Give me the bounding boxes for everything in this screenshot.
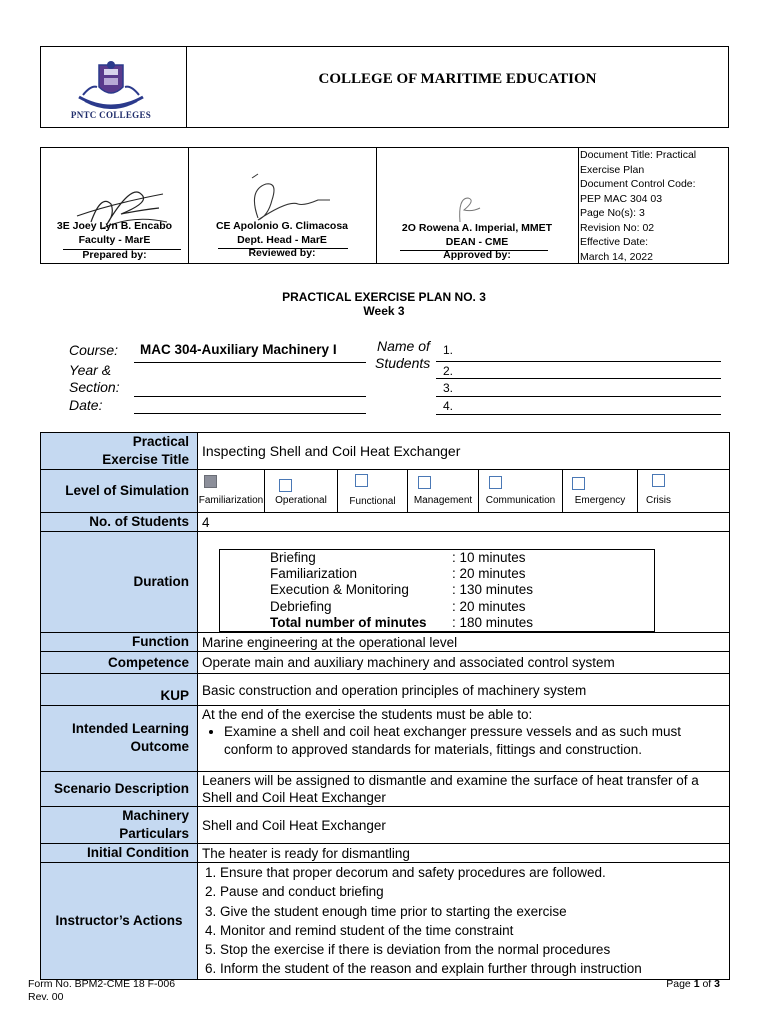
exercise-table [40, 432, 729, 980]
instructor-action: 6. Inform the student of the reason and explain further through instruction [220, 959, 729, 978]
instructor-action: 5. Stop the exercise if there is deviation from the normal procedures [220, 940, 729, 959]
instructor-action: 4. Monitor and remind student of the time constraint [220, 921, 729, 940]
level-familiarization[interactable] [198, 470, 265, 512]
row-no-of-students [41, 513, 730, 532]
reviewer-name: CE Apolonio G. Climacosa [215, 220, 349, 232]
students-label-2: Students [375, 355, 431, 371]
student-line-4[interactable] [436, 414, 721, 415]
approved-by-label: Approved by: [443, 249, 511, 261]
instructor-label: Instructor’s Actions [41, 863, 198, 980]
row-scenario [41, 772, 730, 807]
course-label: Course: [69, 342, 119, 358]
approver-role: DEAN - CME [445, 236, 509, 248]
duration-item-label: Briefing [270, 550, 316, 565]
level-crisis[interactable] [638, 470, 729, 512]
college-logo [51, 57, 171, 123]
machinery-label-line-1: Machinery [122, 808, 189, 823]
prepared-cell [41, 148, 189, 263]
header-box [40, 46, 729, 128]
row-kup [41, 674, 730, 706]
course-underline [134, 362, 366, 363]
students-count-label: No. of Students [41, 513, 198, 532]
instructor-actions-value [198, 863, 730, 980]
machinery-label [41, 807, 198, 844]
kup-label: KUP [41, 674, 198, 706]
level-management[interactable] [408, 470, 479, 512]
competence-value: Operate main and auxiliary machinery and associated control system [198, 652, 730, 674]
student-line-3[interactable] [436, 396, 721, 397]
row-ilo [41, 706, 730, 772]
duration-item-value: : 20 minutes [452, 566, 526, 582]
duration-total-value: : 180 minutes [452, 614, 534, 630]
practical-title-value: Inspecting Shell and Coil Heat Exchanger [198, 433, 730, 470]
student-number-3: 3. [443, 381, 454, 395]
checkbox-checked-icon[interactable] [204, 475, 217, 488]
level-label-text: Crisis [646, 495, 671, 506]
doc-info-line: Document Control Code: [580, 178, 696, 190]
ilo-list [202, 723, 729, 759]
footer-form-info [28, 978, 175, 1004]
document-info [578, 148, 728, 264]
competence-label: Competence [41, 652, 198, 674]
section-underline[interactable] [134, 396, 366, 397]
logo-text: PNTC COLLEGES [70, 110, 152, 120]
machinery-label-line-2: Particulars [119, 826, 189, 841]
initial-value: The heater is ready for dismantling [198, 844, 730, 863]
date-underline[interactable] [134, 413, 366, 414]
doc-info-line: Effective Date: [580, 236, 649, 248]
student-number-4: 4. [443, 399, 454, 413]
duration-item-label: Familiarization [270, 566, 358, 582]
course-value: MAC 304-Auxiliary Machinery I [140, 342, 337, 357]
level-label-text: Familiarization [198, 495, 264, 506]
reviewer-role: Dept. Head - MarE [237, 234, 327, 246]
scenario-value: Leaners will be assigned to dismantle and examine the surface of heat transfer of a Shell and Coil Heat Exchanger [198, 772, 730, 807]
scenario-label: Scenario Description [41, 772, 198, 807]
ilo-value [198, 706, 730, 772]
level-label-text: Management [413, 495, 473, 506]
approvals-box [40, 147, 729, 264]
college-name: COLLEGE OF MARITIME EDUCATION [318, 71, 597, 87]
prepared-by-label: Prepared by: [82, 249, 147, 261]
row-instructor-actions [41, 863, 730, 980]
row-machinery [41, 807, 730, 844]
level-operational[interactable] [265, 470, 338, 512]
duration-item-value: : 130 minutes [452, 582, 534, 598]
student-number-2: 2. [443, 364, 454, 378]
ilo-intro: At the end of the exercise the students must be able to: [202, 707, 533, 722]
students-count-value: 4 [198, 513, 730, 532]
plan-title-line-2: Week 3 [363, 304, 405, 318]
student-line-2[interactable] [436, 378, 721, 379]
level-functional[interactable] [338, 470, 408, 512]
doc-info-line: Page No(s): 3 [580, 207, 645, 219]
plan-title-line-1: PRACTICAL EXERCISE PLAN NO. 3 [282, 290, 486, 304]
approved-cell [376, 148, 579, 263]
row-practical-title [41, 433, 730, 470]
duration-cell [198, 532, 730, 633]
duration-item-value: : 20 minutes [452, 598, 526, 614]
section-label: Section: [69, 379, 120, 395]
level-label: Level of Simulation [41, 470, 198, 513]
plan-title [0, 290, 768, 318]
level-options [198, 470, 730, 513]
student-number-1: 1. [443, 343, 454, 357]
level-communication[interactable] [479, 470, 563, 512]
checkbox-icon[interactable] [418, 476, 431, 489]
students-label-1: Name of [377, 338, 430, 354]
machinery-value: Shell and Coil Heat Exchanger [198, 807, 730, 844]
ilo-label-line-2: Outcome [130, 739, 189, 754]
instructor-actions-list [198, 863, 729, 979]
level-label-text: Functional [349, 496, 396, 507]
ilo-label [41, 706, 198, 772]
page-of: of [702, 978, 712, 990]
practical-label-line-1: Practical [132, 434, 189, 449]
page-current: 1 [693, 978, 700, 990]
duration-label: Duration [41, 532, 198, 633]
checkbox-icon[interactable] [572, 477, 585, 490]
student-line-1[interactable] [436, 361, 721, 362]
doc-info-line: March 14, 2022 [580, 250, 653, 263]
footer-page-number [666, 978, 720, 990]
row-function [41, 633, 730, 652]
practical-title-label [41, 433, 198, 470]
level-label-text: Operational [275, 495, 327, 506]
page-total: 3 [714, 978, 720, 990]
ilo-item: • Examine a shell and coil heat exchanger pressure vessels and as such must conform to approved standards for materials, fittings and construction. [224, 723, 729, 759]
duration-total-label: Total number of minutes [270, 614, 427, 630]
row-duration [41, 532, 730, 633]
duration-item-label: Debriefing [270, 598, 332, 614]
duration-row [220, 550, 654, 566]
reviewed-cell [188, 148, 377, 263]
duration-row [220, 566, 654, 582]
duration-total-row [220, 615, 654, 631]
level-label-text: Communication [485, 495, 556, 506]
initial-label: Initial Condition [41, 844, 198, 863]
duration-row [220, 582, 654, 598]
doc-info-line: PEP MAC 304 03 [580, 192, 663, 205]
checkbox-icon[interactable] [489, 476, 502, 489]
reviewer-signature [228, 170, 338, 226]
doc-info-line: Revision No: 02 [580, 221, 655, 234]
doc-info-line: Document Title: Practical [580, 149, 697, 161]
ilo-label-line-1: Intended Learning [71, 721, 189, 736]
instructor-action: 3. Give the student enough time prior to starting the exercise [220, 902, 729, 921]
reviewed-by-label: Reviewed by: [248, 247, 316, 259]
preparer-role: Faculty - MarE [78, 234, 151, 246]
year-label: Year & [69, 362, 112, 378]
level-label-text: Emergency [574, 495, 626, 506]
checkbox-icon[interactable] [355, 474, 368, 487]
date-label: Date: [69, 397, 103, 413]
pntc-crest-icon [51, 57, 171, 109]
function-label: Function [41, 633, 198, 652]
function-value: Marine engineering at the operational level [198, 633, 730, 652]
kup-value: Basic construction and operation principles of machinery system [198, 674, 730, 706]
row-competence [41, 652, 730, 674]
duration-item-value: : 10 minutes [452, 550, 526, 565]
instructor-action: 1. Ensure that proper decorum and safety procedures are followed. [220, 863, 729, 882]
page-prefix: Page [666, 978, 691, 990]
checkbox-icon[interactable] [652, 474, 665, 487]
duration-item-label: Execution & Monitoring [270, 582, 409, 598]
simulation-options [198, 470, 729, 512]
form-number: Form No. BPM2-CME 18 F-006 [28, 978, 176, 990]
preparer-name: 3E Joey Lyn B. Encabo [56, 220, 173, 232]
duration-box [219, 549, 655, 632]
instructor-action: 2. Pause and conduct briefing [220, 882, 729, 901]
doc-info-line: Exercise Plan [580, 163, 645, 176]
practical-label-line-2: Exercise Title [102, 452, 189, 467]
level-emergency[interactable] [563, 470, 638, 512]
row-initial-condition [41, 844, 730, 863]
form-revision: Rev. 00 [28, 991, 64, 1003]
approver-name: 2O Rowena A. Imperial, MMET [401, 222, 553, 234]
duration-row [220, 599, 654, 615]
row-level-of-simulation [41, 470, 730, 513]
checkbox-icon[interactable] [279, 479, 292, 492]
approver-signature [450, 192, 490, 226]
